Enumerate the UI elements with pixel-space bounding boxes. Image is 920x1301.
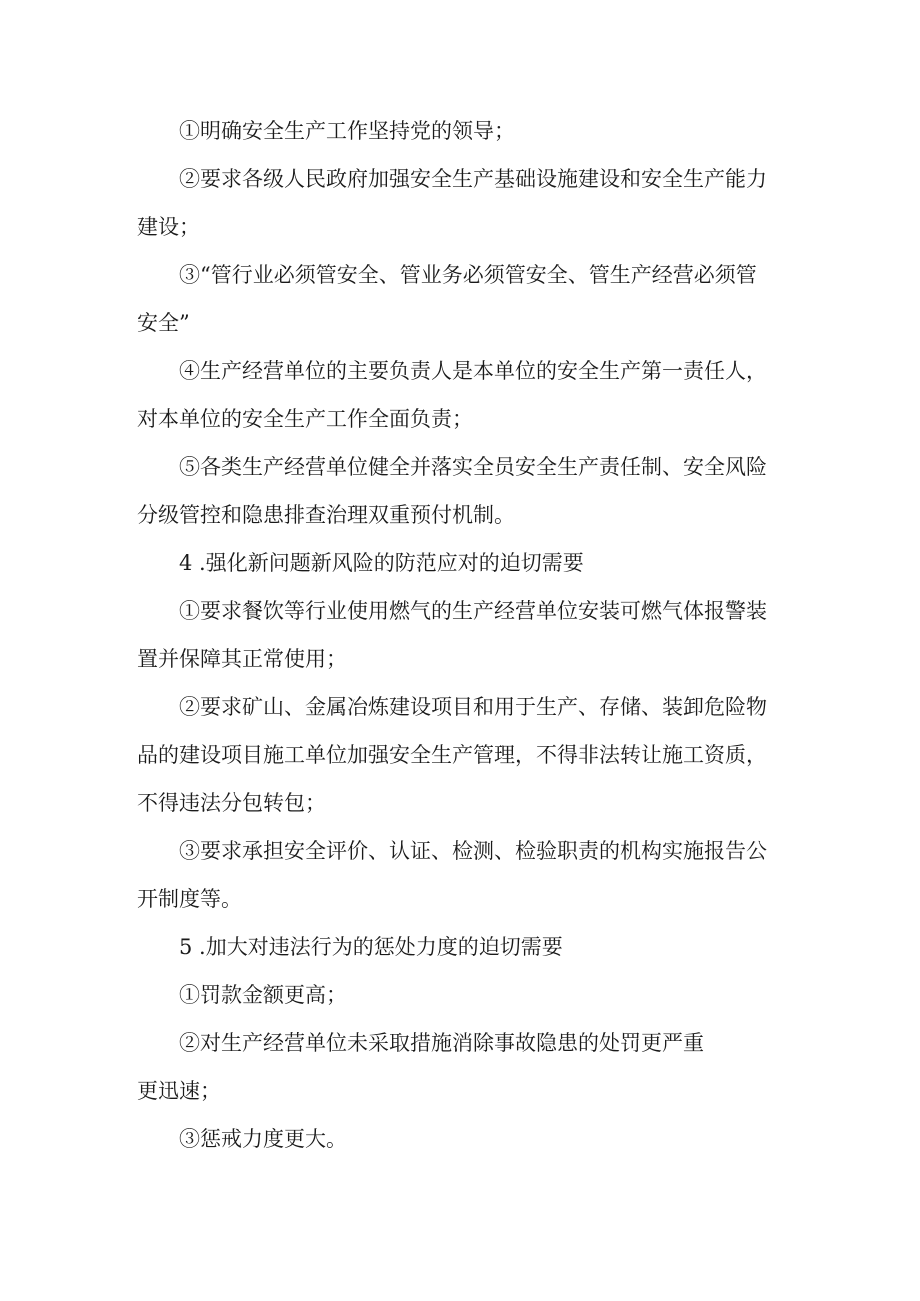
text-line: 安全” xyxy=(137,311,190,335)
section-heading-text: 4 .强化新问题新风险的防范应对的迫切需要 xyxy=(179,551,584,575)
text-line: 分级管控和隐患排查治理双重预付机制。 xyxy=(137,503,515,527)
paragraph-item-8 xyxy=(137,827,797,923)
section-heading-text: 5 .加大对违法行为的惩处力度的迫切需要 xyxy=(179,935,563,959)
text-line: ②要求矿山、金属冶炼建设项目和用于生产、存储、装卸危险物 xyxy=(179,695,767,719)
paragraph-item-5 xyxy=(137,443,797,539)
text-line: 对本单位的安全生产工作全面负责； xyxy=(137,407,473,431)
text-line: ⑤各类生产经营单位健全并落实全员安全生产责任制、安全风险 xyxy=(179,455,767,479)
text-line: 置并保障其正常使用； xyxy=(137,647,347,671)
text-line: ①要求餐饮等行业使用燃气的生产经营单位安装可燃气体报警装 xyxy=(179,599,767,623)
text-line: ③“管行业必须管安全、管业务必须管安全、管生产经营必须管 xyxy=(179,263,757,287)
paragraph-item-6 xyxy=(137,587,797,683)
paragraph-item-3 xyxy=(137,251,797,347)
paragraph-item-7 xyxy=(137,683,797,827)
text-line: ④生产经营单位的主要负责人是本单位的安全生产第一责任人， xyxy=(179,359,767,383)
paragraph-item-4 xyxy=(137,347,797,443)
paragraph-item-1 xyxy=(137,107,797,155)
paragraph-item-10 xyxy=(137,1019,797,1115)
section-heading-4 xyxy=(137,539,797,587)
paragraph-item-11 xyxy=(137,1115,797,1163)
text-line: ②要求各级人民政府加强安全生产基础设施建设和安全生产能力 xyxy=(179,167,767,191)
text-line: 不得违法分包转包； xyxy=(137,791,326,815)
text-line: 更迅速； xyxy=(137,1079,221,1103)
text-line: ③惩戒力度更大。 xyxy=(179,1127,347,1151)
text-line: 品的建设项目施工单位加强安全生产管理，不得非法转让施工资质， xyxy=(137,743,767,767)
text-line: ③要求承担安全评价、认证、检测、检验职责的机构实施报告公 xyxy=(179,839,767,863)
text-line: 建设； xyxy=(137,215,200,239)
text-line: ①明确安全生产工作坚持党的领导； xyxy=(179,119,515,143)
text-line: 开制度等。 xyxy=(137,887,242,911)
paragraph-item-2 xyxy=(137,155,797,251)
document-body xyxy=(137,107,797,1163)
paragraph-item-9 xyxy=(137,971,797,1019)
text-line: ②对生产经营单位未采取措施消除事故隐患的处罚更严重 xyxy=(179,1031,704,1055)
text-line: ①罚款金额更高； xyxy=(179,983,347,1007)
section-heading-5 xyxy=(137,923,797,971)
